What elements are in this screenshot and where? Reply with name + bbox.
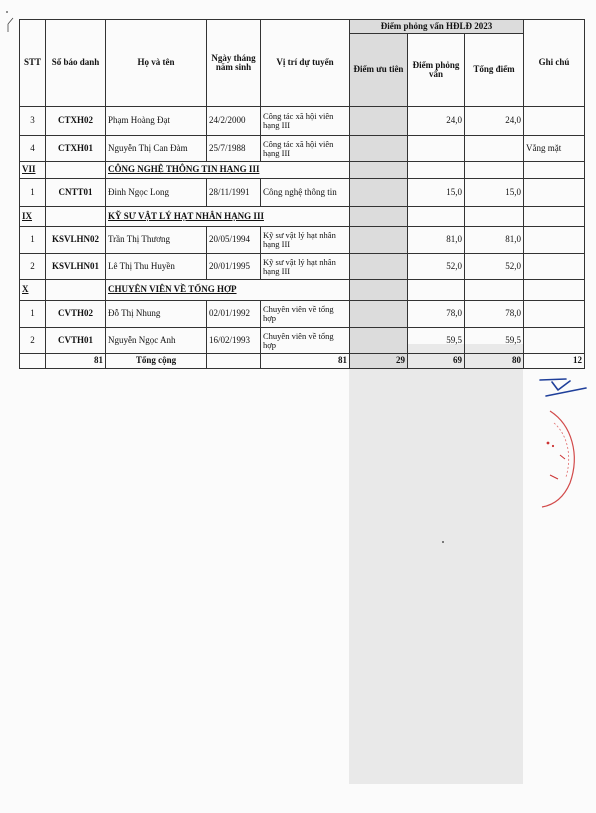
col-header-priority: Điểm ưu tiên [350, 34, 408, 107]
total-note: 12 [524, 354, 585, 369]
cell-interview: 59,5 [408, 328, 465, 354]
cell-priority [350, 136, 408, 162]
col-header-note: Ghi chú [524, 20, 585, 107]
cell-stt: 1 [20, 301, 46, 328]
cell-sbd: CVTH01 [46, 328, 106, 354]
cell-total: 59,5 [465, 328, 524, 354]
cell-priority [350, 179, 408, 207]
cell-priority [350, 107, 408, 136]
scan-speck [442, 541, 444, 543]
cell-sbd: CTXH02 [46, 107, 106, 136]
cell-stt: 2 [20, 254, 46, 280]
table-row [20, 179, 585, 207]
table-row [20, 136, 585, 162]
empty-cell [408, 207, 465, 227]
empty-cell [524, 162, 585, 179]
cell-note [524, 227, 585, 254]
col-header-name: Họ và tên [106, 20, 207, 107]
empty-cell [350, 280, 408, 301]
total-label: Tổng cộng [106, 354, 207, 369]
cell-stt: 1 [20, 227, 46, 254]
table-row [20, 107, 585, 136]
cell-position: Chuyên viên về tổng hợp [261, 301, 350, 328]
cell-position: Công tác xã hội viên hạng III [261, 107, 350, 136]
empty-cell [408, 280, 465, 301]
margin-mark-icon [4, 10, 14, 34]
cell-total: 78,0 [465, 301, 524, 328]
cell-name: Phạm Hoàng Đạt [106, 107, 207, 136]
section-code: IX [20, 207, 46, 227]
cell-dob: 24/2/2000 [207, 107, 261, 136]
cell-name: Trần Thị Thương [106, 227, 207, 254]
empty-cell [524, 280, 585, 301]
cell-position: Công tác xã hội viên hạng III [261, 136, 350, 162]
col-header-position: Vị trí dự tuyển [261, 20, 350, 107]
cell-sbd: CVTH02 [46, 301, 106, 328]
table-row [20, 301, 585, 328]
cell-total: 52,0 [465, 254, 524, 280]
cell-stt: 2 [20, 328, 46, 354]
cell-total: 24,0 [465, 107, 524, 136]
table-row [20, 254, 585, 280]
cell-note [524, 179, 585, 207]
cell-dob: 20/01/1995 [207, 254, 261, 280]
cell-position: Công nghệ thông tin [261, 179, 350, 207]
cell-note: Vắng mặt [524, 136, 585, 162]
table-row [20, 227, 585, 254]
empty-cell [350, 207, 408, 227]
empty-cell [207, 354, 261, 369]
cell-dob: 25/7/1988 [207, 136, 261, 162]
empty-cell [350, 162, 408, 179]
empty-cell [524, 207, 585, 227]
cell-position: Kỹ sư vật lý hạt nhân hạng III [261, 254, 350, 280]
cell-sbd: KSVLHN02 [46, 227, 106, 254]
section-row [20, 207, 585, 227]
cell-sbd: KSVLHN01 [46, 254, 106, 280]
cell-priority [350, 301, 408, 328]
section-row [20, 162, 585, 179]
section-row [20, 280, 585, 301]
cell-stt: 4 [20, 136, 46, 162]
cell-interview: 78,0 [408, 301, 465, 328]
cell-total: 15,0 [465, 179, 524, 207]
cell-stt: 1 [20, 179, 46, 207]
empty-cell [46, 280, 106, 301]
cell-note [524, 328, 585, 354]
cell-total: 81,0 [465, 227, 524, 254]
col-header-sbd: Số báo danh [46, 20, 106, 107]
col-header-interview: Điểm phỏng vấn [408, 34, 465, 107]
table-row [20, 328, 585, 354]
cell-priority [350, 328, 408, 354]
cell-position: Kỹ sư vật lý hạt nhân hạng III [261, 227, 350, 254]
total-score: 80 [465, 354, 524, 369]
cell-interview: 24,0 [408, 107, 465, 136]
section-title: CHUYÊN VIÊN VỀ TỔNG HỢP [106, 280, 350, 301]
totals-row [20, 354, 585, 369]
col-header-group: Điểm phỏng vấn HĐLĐ 2023 [350, 20, 524, 34]
total-priority: 29 [350, 354, 408, 369]
col-header-stt: STT [20, 20, 46, 107]
empty-cell [46, 162, 106, 179]
cell-priority [350, 227, 408, 254]
cell-interview: 15,0 [408, 179, 465, 207]
col-header-dob: Ngày tháng năm sinh [207, 20, 261, 107]
cell-dob: 20/05/1994 [207, 227, 261, 254]
signature-mark [536, 376, 592, 404]
cell-note [524, 301, 585, 328]
cell-position: Chuyên viên về tổng hợp [261, 328, 350, 354]
cell-dob: 16/02/1993 [207, 328, 261, 354]
red-stamp-mark [520, 405, 586, 515]
cell-total [465, 136, 524, 162]
section-code: VII [20, 162, 46, 179]
cell-note [524, 254, 585, 280]
section-title: KỸ SƯ VẬT LÝ HẠT NHÂN HẠNG III [106, 207, 350, 227]
cell-interview [408, 136, 465, 162]
empty-cell [465, 162, 524, 179]
cell-interview: 52,0 [408, 254, 465, 280]
cell-name: Đỗ Thị Nhung [106, 301, 207, 328]
cell-name: Nguyễn Ngọc Anh [106, 328, 207, 354]
cell-dob: 28/11/1991 [207, 179, 261, 207]
section-title: CÔNG NGHỆ THÔNG TIN HẠNG III [106, 162, 350, 179]
cell-name: Nguyễn Thị Can Đàm [106, 136, 207, 162]
section-code: X [20, 280, 46, 301]
cell-note [524, 107, 585, 136]
cell-interview: 81,0 [408, 227, 465, 254]
empty-cell [46, 207, 106, 227]
empty-cell [20, 354, 46, 369]
empty-cell [465, 280, 524, 301]
cell-dob: 02/01/1992 [207, 301, 261, 328]
col-header-total: Tổng điểm [465, 34, 524, 107]
empty-cell [465, 207, 524, 227]
cell-sbd: CTXH01 [46, 136, 106, 162]
results-table [19, 19, 585, 369]
cell-name: Lê Thị Thu Huyền [106, 254, 207, 280]
total-sbd-count: 81 [46, 354, 106, 369]
empty-cell [408, 162, 465, 179]
cell-priority [350, 254, 408, 280]
shaded-column-band [349, 344, 523, 784]
total-interview: 69 [408, 354, 465, 369]
total-position-count: 81 [261, 354, 350, 369]
cell-sbd: CNTT01 [46, 179, 106, 207]
cell-stt: 3 [20, 107, 46, 136]
cell-name: Đinh Ngọc Long [106, 179, 207, 207]
